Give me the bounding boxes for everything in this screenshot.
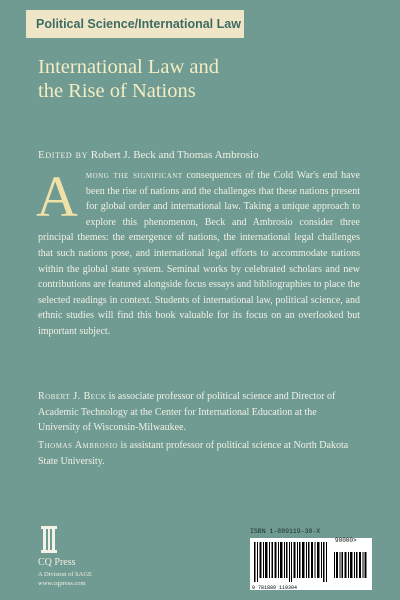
bio-text: is associate professor of political science and Director of Academic Technology at the Center for International Education at the University of Wisconsin-Milwaukee. [38, 391, 336, 434]
barcode-icon [250, 538, 372, 590]
book-title [38, 55, 368, 103]
book-title-line-2: the Rise of Nations [38, 80, 196, 102]
book-description [36, 164, 360, 340]
publisher-url: www.cqpress.com [38, 580, 86, 587]
drop-cap: A [36, 164, 78, 229]
publisher-name: CQ Press [38, 557, 76, 568]
barcode-digits: 9 781889 119304 [252, 585, 298, 591]
book-title-line-1: International Law and [38, 56, 220, 78]
isbn-label: ISBN 1-889119-30-X [250, 528, 321, 535]
editor-bio-ambrosio [38, 438, 360, 469]
editor-bio-beck [38, 389, 360, 436]
price-code: 90000> [335, 537, 357, 544]
publisher-division: A Division of SAGE [38, 571, 92, 578]
cq-press-column-logo-icon [38, 518, 128, 558]
category-label: Political Science/International Law [26, 10, 244, 38]
description-text: consequences of the Cold War's end have been the rise of nations and the challenges that these nations present for global order and international law. Taking a unique approach to explore this phenomenon, Beck and Ambrosio consider three principal themes: the emergence of nations, the international legal challenges that such nations pose, and international legal efforts to accommodate nations within the global state system. Seminal works by celebrated scholars and new contributions are featured alongside focus essays and bibliographies to place the selected readings in context. Students of international law, political science, and ethnic studies will find this book valuable for its focus on an overlooked but important subject. [38, 170, 360, 337]
editors-names: Robert J. Beck and Thomas Ambrosio [90, 149, 259, 161]
editors-line [38, 148, 378, 162]
bio-name: Robert J. Beck [38, 391, 107, 402]
description-lead: mong the significant [85, 170, 183, 181]
editors-label: Edited by [38, 149, 88, 161]
bio-name: Thomas Ambrosio [38, 440, 118, 451]
barcode-box [250, 538, 372, 590]
bio-text: is assistant professor of political science at North Dakota State University. [38, 440, 349, 467]
